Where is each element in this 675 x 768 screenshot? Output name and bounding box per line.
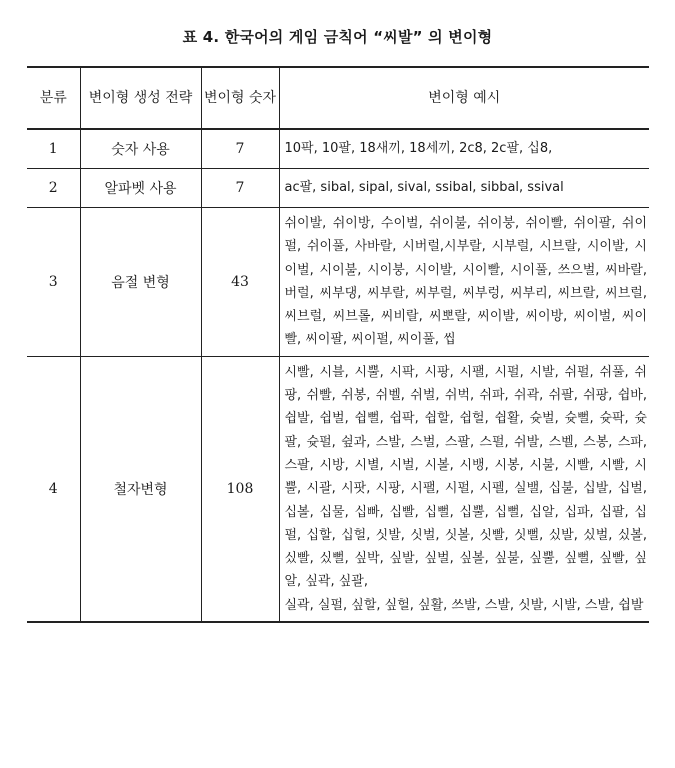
header-count: 변이형 숫자 [201,67,279,129]
row-category: 3 [27,208,80,357]
row-examples: 쉬이발, 쉬이방, 수이벌, 쉬이불, 쉬이붕, 쉬이빨, 쉬이팔, 쉬이펄, 쉬이풀, 사바랄, 시버럴,시부랄, 시부럴, 시브랄, 시이발, 시이벌, 시이불, 시이붕, 시이발, 시이빨, 시이풀, 쓰으벌, 씨바랄, 버럴, 씨부댕, 씨부랄, 씨부럴, 씨부렁, 씨부리, 씨브랄, 씨브럴, 씨브럴, 씨브롤, 씨비랄, 씨뽀랄, 씨이발, 씨이방, 씨이벌, 씨이빨, 씨이팔, 씨이펄, 씨이풀, 씹 [279,208,649,357]
row-strategy: 숫자 사용 [80,129,201,169]
table-row [27,208,649,357]
header-row [27,67,649,129]
header-category: 분류 [27,67,80,129]
row-category: 1 [27,129,80,169]
row-category: 4 [27,356,80,622]
header-examples: 변이형 예시 [279,67,649,129]
row-examples: ac팔, sibal, sipal, sival, ssibal, sibbal, ssival [279,169,649,208]
row-count: 7 [201,169,279,208]
variant-table [27,66,649,623]
header-strategy: 변이형 생성 전략 [80,67,201,129]
row-examples [279,356,649,622]
table-row [27,356,649,622]
row-strategy: 음절 변형 [80,208,201,357]
row-strategy: 철자변형 [80,356,201,622]
row-strategy: 알파벳 사용 [80,169,201,208]
table-caption: 표 4. 한국어의 게임 금칙어 “씨발” 의 변이형 [182,28,493,46]
row-examples: 10팍, 10팔, 18새끼, 18세끼, 2c8, 2c팔, 십8, [279,129,649,169]
table-row [27,169,649,208]
examples-extra: 실곽, 실펄, 싶할, 싶헐, 싶활, 쓰발, 스발, 싯발, 시발, 스발, 쉽발 [284,597,644,613]
row-count: 7 [201,129,279,169]
table-row [27,129,649,169]
row-count: 108 [201,356,279,622]
examples-main: 시빨, 시블, 시뿔, 시팍, 시팡, 시팰, 시펄, 시발, 쉬펄, 쉬풀, 쉬팡, 쉬빨, 쉬봉, 쉬벨, 쉬벌, 쉬벅, 쉬파, 쉬곽, 쉬팔, 쉬팡, 쉽바, 쉽발, 쉽벌, 쉽뻘, 쉽팍, 쉽할, 쉽헐, 쉽활, 슛벌, 슛뻘, 슛팍, 슛팔, 슛펄, 슆과, 스발, 스벌, 스팔, 스펄, 쉬발, 스벨, 스봉, 스파, 스팔, 시방, 시별, 시벌, 시볼, 시뱅, 시봉, 시불, 시빨, 시빨, 시뿔, 시괄, 시팟, 시팡, 시팰, 시펄, 시펠, 실밸, 십불, 십발, 십벌, 십볼, 십물, 십빠, 십빨, 십뻘, 십뿔, 십뻘, 십알, 십파, 십팔, 십펄, 십할, 십헐, 싯발, 싯벌, 싯볼, 싯빨, 싯뻘, 싰발, 싰벌, 싰볼, 싰빨, 싰뻘, 싶박, 싶발, 싶벌, 싶볼, 싶불, 싶뿔, 싶뻘, 싶빨, 싶알, 싶곽, 싶괄, [284,364,647,590]
row-category: 2 [27,169,80,208]
row-count: 43 [201,208,279,357]
